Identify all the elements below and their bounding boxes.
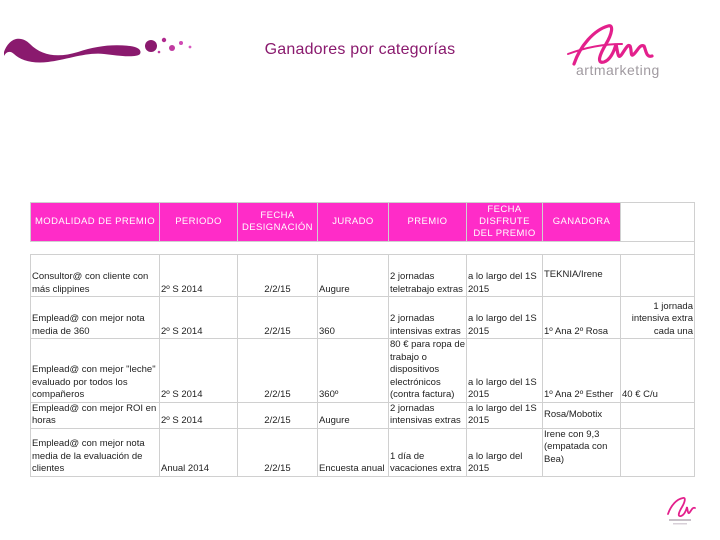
artmarketing-mini-logo <box>662 492 698 528</box>
cell-fecha-designacion: 2/2/15 <box>238 339 318 403</box>
artmarketing-logo-text: artmarketing <box>576 62 660 78</box>
table-row <box>31 255 695 297</box>
cell-jurado: Augure <box>318 402 389 428</box>
cell-periodo: 2º S 2014 <box>160 339 238 403</box>
cell-jurado: Augure <box>318 255 389 297</box>
table-header-row <box>31 203 695 242</box>
header-fecha-disfrute: FECHA DISFRUTE DEL PREMIO <box>467 203 543 242</box>
cell-modalidad: Emplead@ con mejor ROI en horas <box>31 402 160 428</box>
header-periodo: PERIODO <box>160 203 238 242</box>
header-fecha-designacion: FECHA DESIGNACIÓN <box>238 203 318 242</box>
cell-jurado: Encuesta anual <box>318 428 389 476</box>
cell-ganadora: 1º Ana 2º Esther <box>543 339 621 403</box>
cell-premio: 1 día de vacaciones extra <box>389 428 467 476</box>
cell-extra <box>621 428 695 476</box>
header-premio: PREMIO <box>389 203 467 242</box>
cell-ganadora: TEKNIA/Irene <box>543 255 621 297</box>
header-ganadora: GANADORA <box>543 203 621 242</box>
cell-fecha-disfrute: a lo largo del 1S 2015 <box>467 255 543 297</box>
header-blank <box>621 203 695 242</box>
cell-fecha-disfrute: a lo largo del 2015 <box>467 428 543 476</box>
cell-periodo: 2º S 2014 <box>160 297 238 339</box>
cell-premio: 2 jornadas intensivas extras <box>389 402 467 428</box>
cell-extra: 1 jornada intensiva extra cada una <box>621 297 695 339</box>
cell-fecha-designacion: 2/2/15 <box>238 297 318 339</box>
cell-modalidad: Consultor@ con cliente con más clippines <box>31 255 160 297</box>
cell-ganadora: Irene con 9,3 (empatada con Bea) <box>543 428 621 476</box>
table-row <box>31 428 695 476</box>
cell-fecha-disfrute: a lo largo del 1S 2015 <box>467 402 543 428</box>
cell-jurado: 360º <box>318 339 389 403</box>
cell-modalidad: Emplead@ con mejor "leche" evaluado por todos los compañeros <box>31 339 160 403</box>
cell-periodo: 2º S 2014 <box>160 255 238 297</box>
cell-fecha-designacion: 2/2/15 <box>238 255 318 297</box>
cell-fecha-disfrute: a lo largo del 1S 2015 <box>467 339 543 403</box>
cell-extra: 40 € C/u <box>621 339 695 403</box>
cell-premio: 2 jornadas intensivas extras <box>389 297 467 339</box>
cell-periodo: Anual 2014 <box>160 428 238 476</box>
cell-premio: 80 € para ropa de trabajo o dispositivos electrónicos (contra factura) <box>390 339 466 400</box>
slide-title: Ganadores por categorías <box>264 41 456 58</box>
header-modalidad: MODALIDAD DE PREMIO <box>31 203 160 242</box>
cell-fecha-disfrute: a lo largo del 1S 2015 <box>467 297 543 339</box>
prizes-table <box>30 202 695 477</box>
header-jurado: JURADO <box>318 203 389 242</box>
cell-premio: 2 jornadas teletrabajo extras <box>389 255 467 297</box>
cell-fecha-designacion: 2/2/15 <box>238 402 318 428</box>
cell-modalidad: Emplead@ con mejor nota media de la evaluación de clientes <box>31 428 160 476</box>
cell-fecha-designacion: 2/2/15 <box>238 428 318 476</box>
table-row <box>31 339 695 403</box>
table-row <box>31 402 695 428</box>
cell-extra <box>621 255 695 297</box>
cell-periodo: 2º S 2014 <box>160 402 238 428</box>
cell-modalidad: Emplead@ con mejor nota media de 360 <box>31 297 160 339</box>
table-row <box>31 297 695 339</box>
cell-ganadora: 1º Ana 2º Rosa <box>543 297 621 339</box>
table-spacer <box>31 242 695 255</box>
cell-extra <box>621 402 695 428</box>
cell-ganadora: Rosa/Mobotix <box>543 402 621 428</box>
cell-jurado: 360 <box>318 297 389 339</box>
